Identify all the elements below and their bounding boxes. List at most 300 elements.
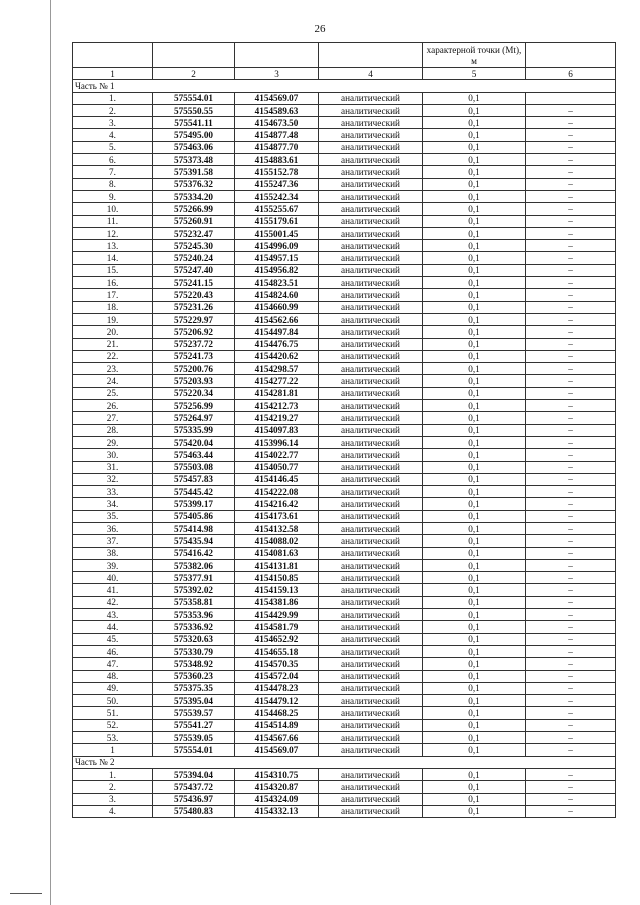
column-number: 5 bbox=[423, 68, 526, 80]
coord-x: 575445.42 bbox=[153, 486, 235, 498]
method: аналитический bbox=[319, 178, 423, 190]
note: – bbox=[526, 240, 616, 252]
method: аналитический bbox=[319, 572, 423, 584]
accuracy: 0,1 bbox=[423, 301, 526, 313]
accuracy: 0,1 bbox=[423, 326, 526, 338]
page-number: 26 bbox=[314, 23, 326, 35]
table-row bbox=[73, 190, 616, 202]
header-cell bbox=[319, 43, 423, 68]
point-number: 3. bbox=[73, 117, 153, 129]
header-cell bbox=[153, 43, 235, 68]
note: – bbox=[526, 559, 616, 571]
accuracy: 0,1 bbox=[423, 461, 526, 473]
coord-y: 4154132.58 bbox=[235, 522, 319, 534]
accuracy: 0,1 bbox=[423, 682, 526, 694]
point-number: 24. bbox=[73, 375, 153, 387]
coord-y: 4154281.81 bbox=[235, 387, 319, 399]
accuracy: 0,1 bbox=[423, 350, 526, 362]
coord-y: 4154883.61 bbox=[235, 154, 319, 166]
note: – bbox=[526, 547, 616, 559]
note: – bbox=[526, 117, 616, 129]
table-row bbox=[73, 313, 616, 325]
coord-x: 575405.86 bbox=[153, 510, 235, 522]
table-row bbox=[73, 781, 616, 793]
accuracy: 0,1 bbox=[423, 412, 526, 424]
table-row bbox=[73, 252, 616, 264]
coord-y: 4155152.78 bbox=[235, 166, 319, 178]
point-number: 17. bbox=[73, 289, 153, 301]
note: – bbox=[526, 522, 616, 534]
table-row bbox=[73, 424, 616, 436]
coord-y: 4154150.85 bbox=[235, 572, 319, 584]
coord-y: 4154824.60 bbox=[235, 289, 319, 301]
method: аналитический bbox=[319, 338, 423, 350]
coord-y: 4154022.77 bbox=[235, 449, 319, 461]
note: – bbox=[526, 535, 616, 547]
note: – bbox=[526, 805, 616, 817]
note: – bbox=[526, 289, 616, 301]
method: аналитический bbox=[319, 658, 423, 670]
coord-y: 4154324.09 bbox=[235, 793, 319, 805]
point-number: 32. bbox=[73, 473, 153, 485]
column-number: 1 bbox=[73, 68, 153, 80]
method: аналитический bbox=[319, 486, 423, 498]
method: аналитический bbox=[319, 166, 423, 178]
coord-x: 575435.94 bbox=[153, 535, 235, 547]
accuracy: 0,1 bbox=[423, 707, 526, 719]
table-row bbox=[73, 473, 616, 485]
note: – bbox=[526, 793, 616, 805]
method: аналитический bbox=[319, 326, 423, 338]
point-number: 40. bbox=[73, 572, 153, 584]
point-number: 2. bbox=[73, 104, 153, 116]
point-number: 41. bbox=[73, 584, 153, 596]
accuracy: 0,1 bbox=[423, 584, 526, 596]
accuracy: 0,1 bbox=[423, 424, 526, 436]
accuracy: 0,1 bbox=[423, 141, 526, 153]
coord-x: 575330.79 bbox=[153, 645, 235, 657]
method: аналитический bbox=[319, 596, 423, 608]
method: аналитический bbox=[319, 252, 423, 264]
note: – bbox=[526, 670, 616, 682]
accuracy: 0,1 bbox=[423, 658, 526, 670]
accuracy: 0,1 bbox=[423, 449, 526, 461]
coord-x: 575436.97 bbox=[153, 793, 235, 805]
note: – bbox=[526, 166, 616, 178]
note: – bbox=[526, 104, 616, 116]
coord-y: 4154476.75 bbox=[235, 338, 319, 350]
point-number: 23. bbox=[73, 363, 153, 375]
coord-y: 4154823.51 bbox=[235, 277, 319, 289]
method: аналитический bbox=[319, 190, 423, 202]
note: – bbox=[526, 486, 616, 498]
note: – bbox=[526, 510, 616, 522]
accuracy: 0,1 bbox=[423, 572, 526, 584]
point-number: 39. bbox=[73, 559, 153, 571]
point-number: 42. bbox=[73, 596, 153, 608]
coord-x: 575463.44 bbox=[153, 449, 235, 461]
point-number: 5. bbox=[73, 141, 153, 153]
accuracy: 0,1 bbox=[423, 547, 526, 559]
note: – bbox=[526, 436, 616, 448]
accuracy: 0,1 bbox=[423, 400, 526, 412]
table-row bbox=[73, 375, 616, 387]
method: аналитический bbox=[319, 301, 423, 313]
method: аналитический bbox=[319, 498, 423, 510]
coord-y: 4154420.62 bbox=[235, 350, 319, 362]
point-number: 45. bbox=[73, 633, 153, 645]
accuracy: 0,1 bbox=[423, 559, 526, 571]
table-row bbox=[73, 117, 616, 129]
method: аналитический bbox=[319, 719, 423, 731]
method: аналитический bbox=[319, 695, 423, 707]
coord-x: 575539.57 bbox=[153, 707, 235, 719]
coord-y: 4155255.67 bbox=[235, 203, 319, 215]
note: – bbox=[526, 744, 616, 756]
note: – bbox=[526, 400, 616, 412]
table-row bbox=[73, 621, 616, 633]
coord-x: 575376.32 bbox=[153, 178, 235, 190]
accuracy: 0,1 bbox=[423, 621, 526, 633]
method: аналитический bbox=[319, 375, 423, 387]
coord-x: 575541.11 bbox=[153, 117, 235, 129]
table-row bbox=[73, 596, 616, 608]
part-header-row bbox=[73, 756, 616, 768]
coord-y: 4154222.08 bbox=[235, 486, 319, 498]
method: аналитический bbox=[319, 117, 423, 129]
coord-y: 4154660.99 bbox=[235, 301, 319, 313]
note: – bbox=[526, 203, 616, 215]
point-number: 34. bbox=[73, 498, 153, 510]
coord-x: 575550.55 bbox=[153, 104, 235, 116]
table-row bbox=[73, 264, 616, 276]
point-number: 53. bbox=[73, 732, 153, 744]
note: – bbox=[526, 412, 616, 424]
table-row bbox=[73, 227, 616, 239]
note: – bbox=[526, 768, 616, 780]
note: – bbox=[526, 658, 616, 670]
note: – bbox=[526, 313, 616, 325]
coord-y: 4154173.61 bbox=[235, 510, 319, 522]
table-row bbox=[73, 645, 616, 657]
note: – bbox=[526, 621, 616, 633]
coord-x: 575335.99 bbox=[153, 424, 235, 436]
coord-y: 4154652.92 bbox=[235, 633, 319, 645]
table-row bbox=[73, 412, 616, 424]
point-number: 19. bbox=[73, 313, 153, 325]
method: аналитический bbox=[319, 461, 423, 473]
note: – bbox=[526, 498, 616, 510]
column-number: 2 bbox=[153, 68, 235, 80]
note: – bbox=[526, 732, 616, 744]
note: – bbox=[526, 695, 616, 707]
method: аналитический bbox=[319, 522, 423, 534]
coord-x: 575260.91 bbox=[153, 215, 235, 227]
point-number: 36. bbox=[73, 522, 153, 534]
accuracy: 0,1 bbox=[423, 375, 526, 387]
coord-y: 4154567.66 bbox=[235, 732, 319, 744]
accuracy: 0,1 bbox=[423, 744, 526, 756]
note: – bbox=[526, 572, 616, 584]
point-number: 50. bbox=[73, 695, 153, 707]
accuracy: 0,1 bbox=[423, 645, 526, 657]
method: аналитический bbox=[319, 633, 423, 645]
point-number: 52. bbox=[73, 719, 153, 731]
coord-x: 575334.20 bbox=[153, 190, 235, 202]
coord-x: 575495.00 bbox=[153, 129, 235, 141]
accuracy: 0,1 bbox=[423, 695, 526, 707]
table-row bbox=[73, 584, 616, 596]
note: – bbox=[526, 338, 616, 350]
coord-x: 575392.02 bbox=[153, 584, 235, 596]
coord-y: 4155001.45 bbox=[235, 227, 319, 239]
method: аналитический bbox=[319, 313, 423, 325]
method: аналитический bbox=[319, 154, 423, 166]
column-number: 6 bbox=[526, 68, 616, 80]
table-row bbox=[73, 510, 616, 522]
table-row bbox=[73, 326, 616, 338]
table-row bbox=[73, 744, 616, 756]
accuracy: 0,1 bbox=[423, 240, 526, 252]
coord-x: 575360.23 bbox=[153, 670, 235, 682]
coord-x: 575414.98 bbox=[153, 522, 235, 534]
coord-x: 575256.99 bbox=[153, 400, 235, 412]
note: – bbox=[526, 596, 616, 608]
table-row bbox=[73, 793, 616, 805]
accuracy: 0,1 bbox=[423, 92, 526, 104]
accuracy: 0,1 bbox=[423, 166, 526, 178]
coord-x: 575377.91 bbox=[153, 572, 235, 584]
table-row bbox=[73, 178, 616, 190]
table-row bbox=[73, 670, 616, 682]
point-number: 26. bbox=[73, 400, 153, 412]
coord-x: 575373.48 bbox=[153, 154, 235, 166]
coord-x: 575457.83 bbox=[153, 473, 235, 485]
method: аналитический bbox=[319, 584, 423, 596]
point-number: 20. bbox=[73, 326, 153, 338]
coord-x: 575437.72 bbox=[153, 781, 235, 793]
accuracy: 0,1 bbox=[423, 252, 526, 264]
table-row bbox=[73, 522, 616, 534]
method: аналитический bbox=[319, 436, 423, 448]
table-row bbox=[73, 682, 616, 694]
coord-y: 4155179.61 bbox=[235, 215, 319, 227]
coord-x: 575241.15 bbox=[153, 277, 235, 289]
accuracy: 0,1 bbox=[423, 768, 526, 780]
table-row bbox=[73, 350, 616, 362]
note: – bbox=[526, 781, 616, 793]
accuracy: 0,1 bbox=[423, 535, 526, 547]
point-number: 9. bbox=[73, 190, 153, 202]
accuracy: 0,1 bbox=[423, 387, 526, 399]
table-row bbox=[73, 572, 616, 584]
header-row-titles bbox=[73, 43, 616, 68]
table-row bbox=[73, 400, 616, 412]
method: аналитический bbox=[319, 609, 423, 621]
method: аналитический bbox=[319, 387, 423, 399]
coord-y: 4154146.45 bbox=[235, 473, 319, 485]
method: аналитический bbox=[319, 621, 423, 633]
coord-y: 4154514.89 bbox=[235, 719, 319, 731]
coord-x: 575348.92 bbox=[153, 658, 235, 670]
coord-y: 4154320.87 bbox=[235, 781, 319, 793]
note: – bbox=[526, 387, 616, 399]
coord-y: 4154097.83 bbox=[235, 424, 319, 436]
coord-y: 4155242.34 bbox=[235, 190, 319, 202]
coord-x: 575247.40 bbox=[153, 264, 235, 276]
accuracy: 0,1 bbox=[423, 719, 526, 731]
coord-y: 4154589.63 bbox=[235, 104, 319, 116]
note: – bbox=[526, 277, 616, 289]
note: – bbox=[526, 633, 616, 645]
point-number: 25. bbox=[73, 387, 153, 399]
table-row bbox=[73, 289, 616, 301]
coord-x: 575232.47 bbox=[153, 227, 235, 239]
accuracy: 0,1 bbox=[423, 498, 526, 510]
point-number: 29. bbox=[73, 436, 153, 448]
table-row bbox=[73, 461, 616, 473]
table-row bbox=[73, 633, 616, 645]
note: – bbox=[526, 707, 616, 719]
table-row bbox=[73, 338, 616, 350]
coordinates-table bbox=[72, 42, 616, 818]
accuracy: 0,1 bbox=[423, 596, 526, 608]
accuracy: 0,1 bbox=[423, 338, 526, 350]
coord-y: 4155247.36 bbox=[235, 178, 319, 190]
method: аналитический bbox=[319, 227, 423, 239]
table-row bbox=[73, 732, 616, 744]
coord-x: 575541.27 bbox=[153, 719, 235, 731]
method: аналитический bbox=[319, 793, 423, 805]
point-number: 49. bbox=[73, 682, 153, 694]
method: аналитический bbox=[319, 141, 423, 153]
note: – bbox=[526, 350, 616, 362]
accuracy: 0,1 bbox=[423, 805, 526, 817]
accuracy: 0,1 bbox=[423, 129, 526, 141]
coord-y: 4154159.13 bbox=[235, 584, 319, 596]
table-row bbox=[73, 154, 616, 166]
point-number: 38. bbox=[73, 547, 153, 559]
header-cell bbox=[526, 43, 616, 68]
table-row bbox=[73, 277, 616, 289]
coord-x: 575420.04 bbox=[153, 436, 235, 448]
table-row bbox=[73, 559, 616, 571]
point-number: 1 bbox=[73, 744, 153, 756]
coord-x: 575375.35 bbox=[153, 682, 235, 694]
method: аналитический bbox=[319, 363, 423, 375]
method: аналитический bbox=[319, 682, 423, 694]
coord-x: 575264.97 bbox=[153, 412, 235, 424]
footer-rule bbox=[10, 893, 42, 894]
coord-x: 575336.92 bbox=[153, 621, 235, 633]
coord-x: 575554.01 bbox=[153, 744, 235, 756]
table-row bbox=[73, 203, 616, 215]
table-row bbox=[73, 301, 616, 313]
point-number: 43. bbox=[73, 609, 153, 621]
point-number: 2. bbox=[73, 781, 153, 793]
method: аналитический bbox=[319, 781, 423, 793]
coord-y: 4154277.22 bbox=[235, 375, 319, 387]
coord-y: 4154219.27 bbox=[235, 412, 319, 424]
table-row bbox=[73, 695, 616, 707]
method: аналитический bbox=[319, 510, 423, 522]
accuracy: 0,1 bbox=[423, 313, 526, 325]
note: – bbox=[526, 227, 616, 239]
header-cell-accuracy: характерной точки (Mt), м bbox=[423, 43, 526, 68]
point-number: 16. bbox=[73, 277, 153, 289]
coord-x: 575220.43 bbox=[153, 289, 235, 301]
coord-x: 575382.06 bbox=[153, 559, 235, 571]
point-number: 30. bbox=[73, 449, 153, 461]
table-row bbox=[73, 535, 616, 547]
note: – bbox=[526, 375, 616, 387]
method: аналитический bbox=[319, 289, 423, 301]
header-cell bbox=[73, 43, 153, 68]
accuracy: 0,1 bbox=[423, 215, 526, 227]
accuracy: 0,1 bbox=[423, 522, 526, 534]
coord-x: 575358.81 bbox=[153, 596, 235, 608]
point-number: 21. bbox=[73, 338, 153, 350]
coord-y: 4154957.15 bbox=[235, 252, 319, 264]
method: аналитический bbox=[319, 559, 423, 571]
coord-x: 575206.92 bbox=[153, 326, 235, 338]
accuracy: 0,1 bbox=[423, 670, 526, 682]
table-row bbox=[73, 215, 616, 227]
coord-y: 4154569.07 bbox=[235, 744, 319, 756]
point-number: 4. bbox=[73, 805, 153, 817]
coord-x: 575416.42 bbox=[153, 547, 235, 559]
point-number: 1. bbox=[73, 92, 153, 104]
point-number: 4. bbox=[73, 129, 153, 141]
point-number: 46. bbox=[73, 645, 153, 657]
point-number: 7. bbox=[73, 166, 153, 178]
method: аналитический bbox=[319, 645, 423, 657]
point-number: 37. bbox=[73, 535, 153, 547]
method: аналитический bbox=[319, 203, 423, 215]
coord-y: 4154569.07 bbox=[235, 92, 319, 104]
part-label: Часть № 2 bbox=[73, 756, 616, 768]
table-row bbox=[73, 547, 616, 559]
method: аналитический bbox=[319, 707, 423, 719]
table-row bbox=[73, 486, 616, 498]
coord-y: 4154572.04 bbox=[235, 670, 319, 682]
table-row bbox=[73, 104, 616, 116]
table-row bbox=[73, 449, 616, 461]
note: – bbox=[526, 719, 616, 731]
accuracy: 0,1 bbox=[423, 104, 526, 116]
point-number: 31. bbox=[73, 461, 153, 473]
method: аналитический bbox=[319, 547, 423, 559]
coord-y: 4154497.84 bbox=[235, 326, 319, 338]
coord-x: 575463.06 bbox=[153, 141, 235, 153]
accuracy: 0,1 bbox=[423, 203, 526, 215]
coord-y: 4154131.81 bbox=[235, 559, 319, 571]
method: аналитический bbox=[319, 424, 423, 436]
accuracy: 0,1 bbox=[423, 190, 526, 202]
method: аналитический bbox=[319, 670, 423, 682]
point-number: 35. bbox=[73, 510, 153, 522]
note: – bbox=[526, 363, 616, 375]
method: аналитический bbox=[319, 768, 423, 780]
point-number: 13. bbox=[73, 240, 153, 252]
point-number: 51. bbox=[73, 707, 153, 719]
coord-y: 4154570.35 bbox=[235, 658, 319, 670]
accuracy: 0,1 bbox=[423, 363, 526, 375]
accuracy: 0,1 bbox=[423, 277, 526, 289]
coord-y: 4154562.66 bbox=[235, 313, 319, 325]
note: – bbox=[526, 301, 616, 313]
accuracy: 0,1 bbox=[423, 473, 526, 485]
